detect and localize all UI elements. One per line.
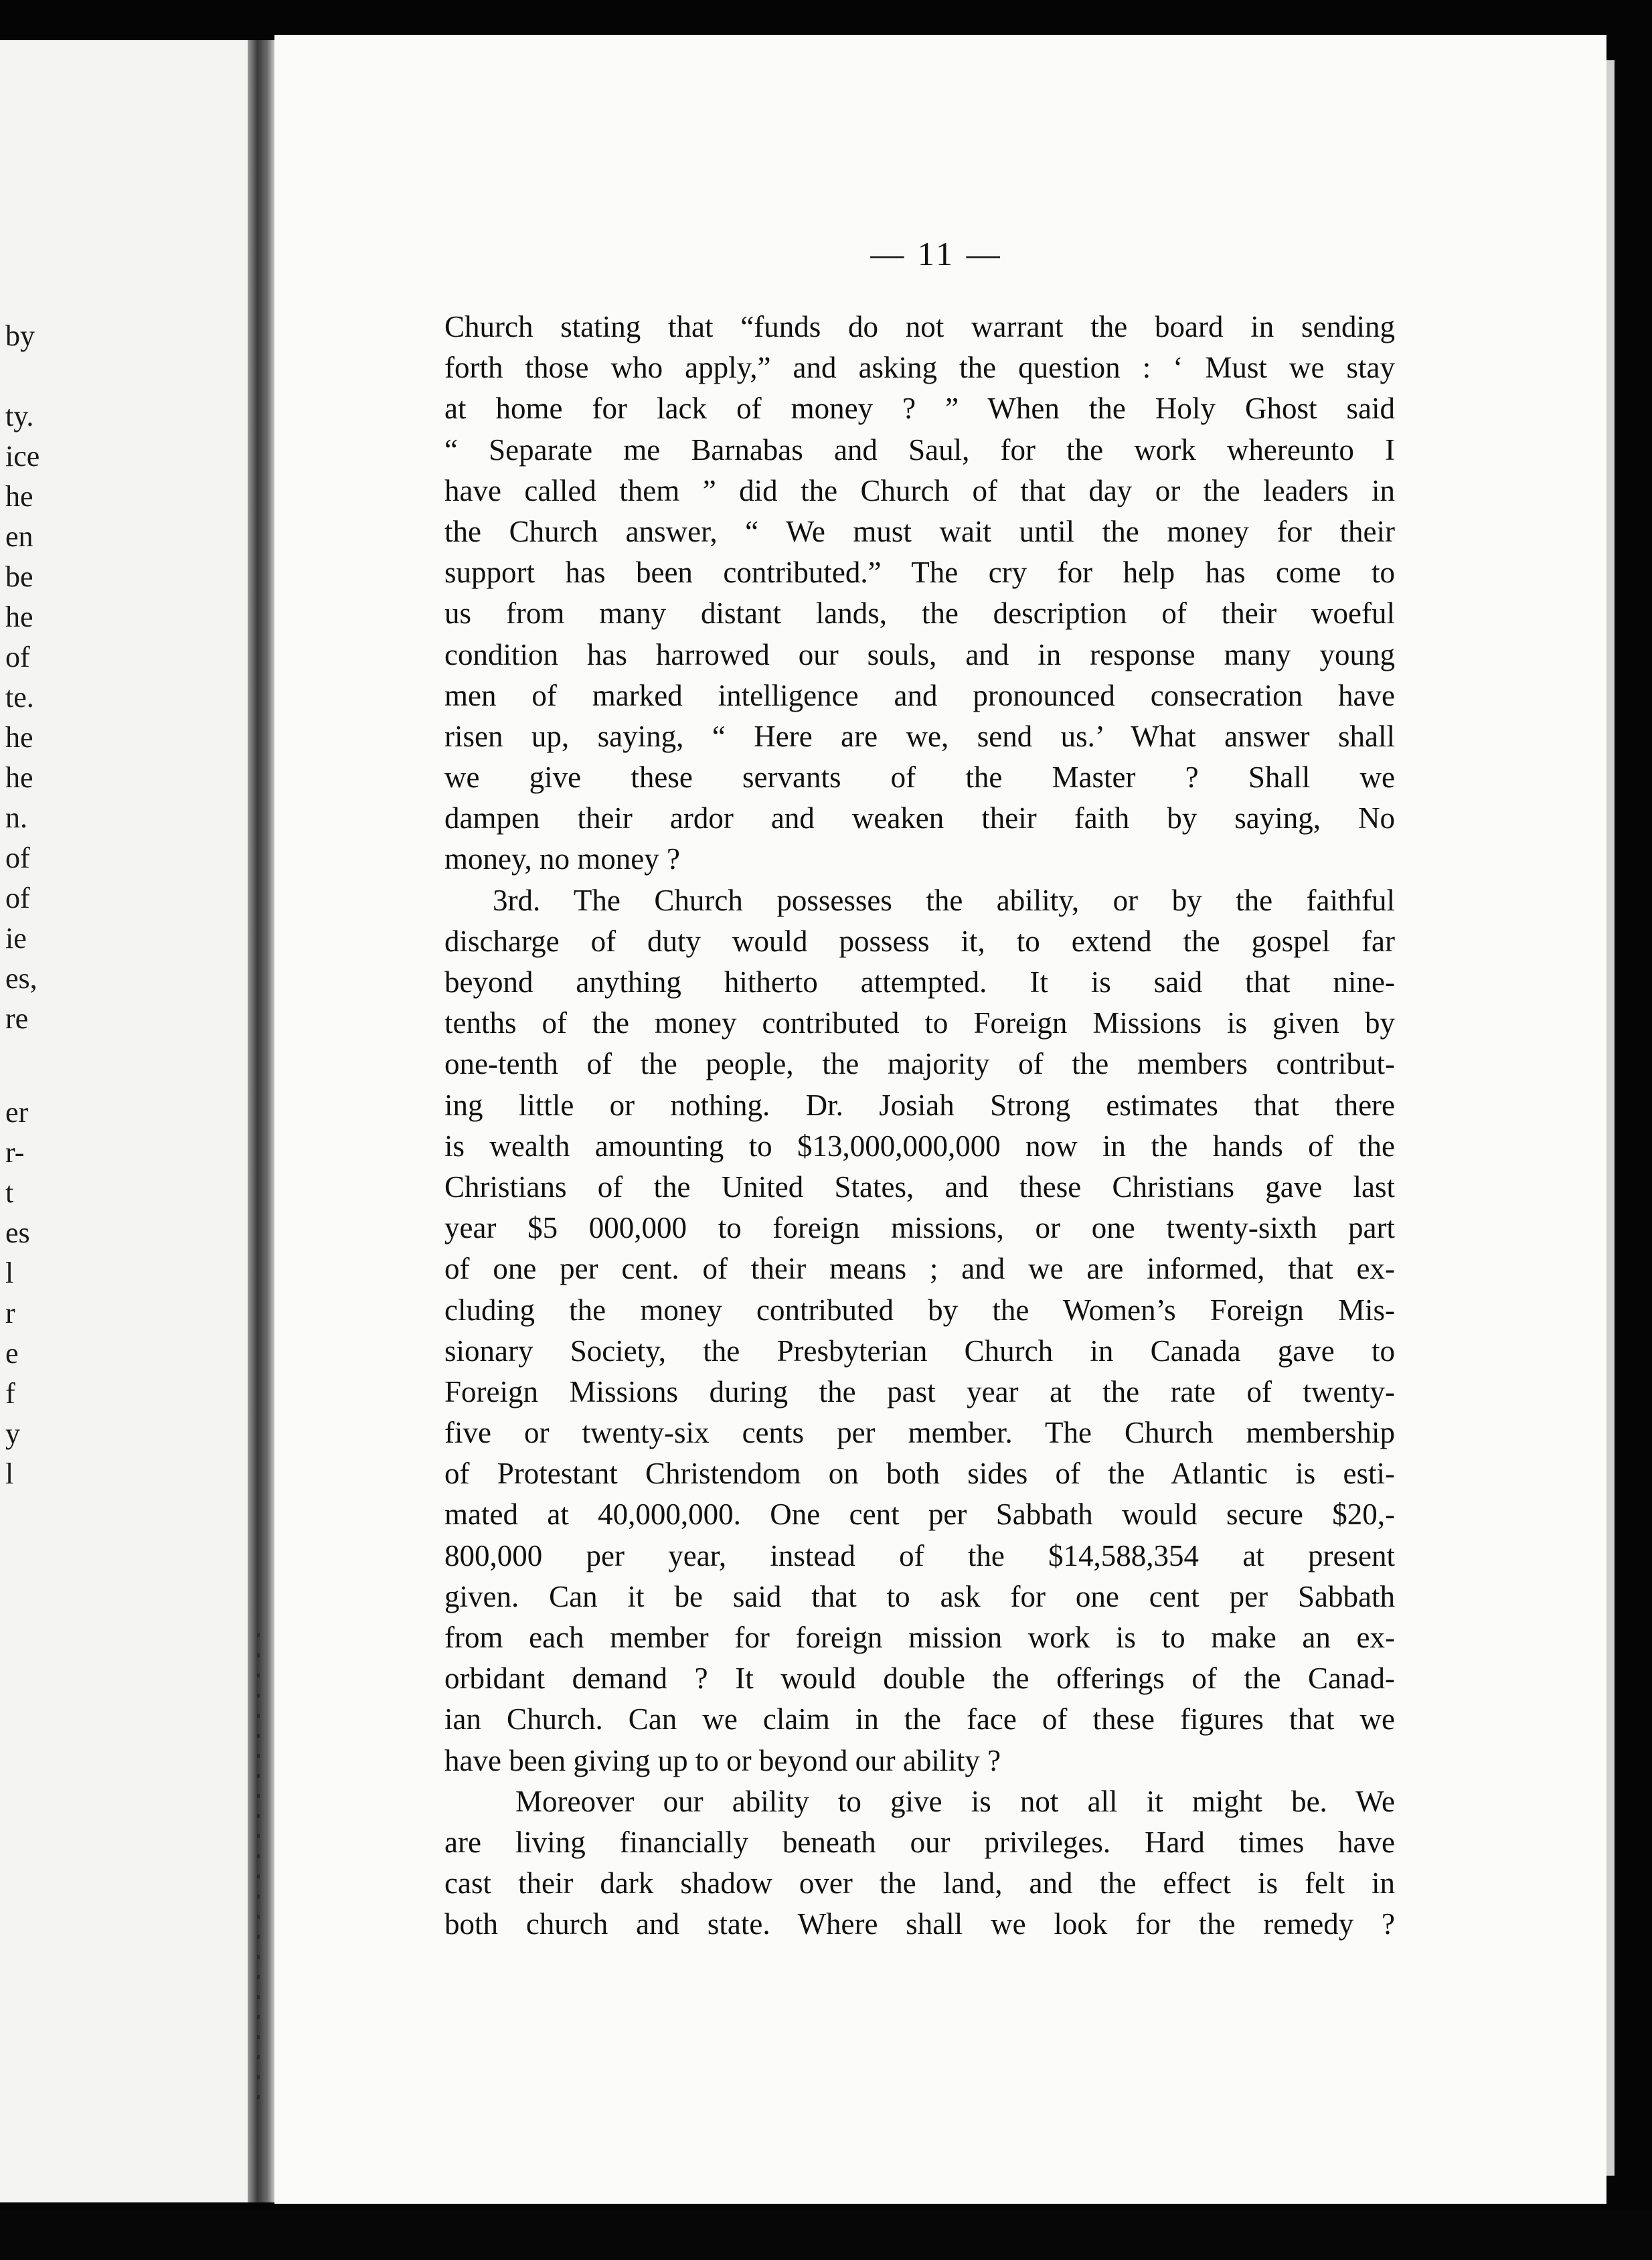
text-line: year $5 000,000 to foreign missions, or one twenty-sixth part bbox=[444, 1211, 1395, 1245]
facing-page-fragment: be bbox=[5, 560, 33, 593]
facing-page-fragment: of bbox=[5, 882, 30, 914]
text-line: us from many distant lands, the description of their woeful bbox=[444, 596, 1395, 631]
gutter-stitching bbox=[257, 1633, 260, 2102]
facing-page-fragment: te. bbox=[5, 681, 34, 714]
text-line: are living financially beneath our privileges. Hard times have bbox=[444, 1825, 1395, 1859]
facing-page-fragment: f bbox=[5, 1377, 15, 1410]
facing-page-fragment: r bbox=[5, 1297, 15, 1329]
facing-page-fragment: es, bbox=[5, 962, 37, 995]
facing-page-fragment: l bbox=[5, 1457, 14, 1490]
page-number bbox=[0, 234, 1652, 273]
text-line: money, no money ? bbox=[444, 842, 681, 876]
text-line: mated at 40,000,000. One cent per Sabbath would secure $20,- bbox=[444, 1498, 1395, 1532]
text-line: both church and state. Where shall we look for the remedy ? bbox=[444, 1907, 1395, 1941]
facing-page-fragment: r- bbox=[5, 1136, 25, 1169]
text-line: we give these servants of the Master ? Shall we bbox=[444, 760, 1395, 795]
text-line: Moreover our ability to give is not all it might be. We bbox=[515, 1784, 1395, 1818]
text-line: from each member for foreign mission work is to make an ex- bbox=[444, 1621, 1395, 1654]
facing-page-fragment: e bbox=[5, 1337, 19, 1370]
text-line: Foreign Missions during the past year at the rate of twenty- bbox=[444, 1374, 1395, 1408]
text-line: cast their dark shadow over the land, and the effect is felt in bbox=[444, 1866, 1395, 1901]
text-line: Church stating that “funds do not warrant the board in sending bbox=[444, 310, 1395, 343]
text-line: ing little or nothing. Dr. Josiah Strong estimates that there bbox=[444, 1088, 1395, 1122]
text-line: dampen their ardor and weaken their faith by saying, No bbox=[444, 801, 1395, 835]
text-line: of one per cent. of their means ; and we are informed, that ex- bbox=[444, 1252, 1395, 1286]
book-gutter bbox=[248, 40, 276, 2202]
body-text bbox=[444, 307, 1395, 1945]
text-line: ian Church. Can we claim in the face of these figures that we bbox=[444, 1702, 1395, 1737]
text-line: cluding the money contributed by the Women’s Foreign Mis- bbox=[444, 1293, 1395, 1327]
facing-page-fragment: l bbox=[5, 1257, 14, 1289]
facing-page-fragment: of bbox=[5, 641, 30, 673]
text-line: discharge of duty would possess it, to extend the gospel far bbox=[444, 924, 1395, 958]
text-line: have called them ” did the Church of that day or the leaders in bbox=[444, 473, 1395, 507]
text-line: “ Separate me Barnabas and Saul, for the work whereunto I bbox=[444, 432, 1395, 467]
page-number-text: — 11 — bbox=[870, 235, 1003, 272]
text-line: condition has harrowed our souls, and in response many young bbox=[444, 637, 1395, 671]
facing-page-fragment: re bbox=[5, 1002, 29, 1035]
text-line: at home for lack of money ? ” When the Holy Ghost said bbox=[444, 392, 1395, 426]
text-line: of Protestant Christendom on both sides of the Atlantic is esti- bbox=[444, 1457, 1395, 1491]
text-line: one-tenth of the people, the majority of the members contribut- bbox=[444, 1047, 1395, 1081]
page-edge-shadow bbox=[1606, 60, 1615, 2176]
facing-page-fragment: by bbox=[5, 319, 35, 352]
facing-page-fragment: es bbox=[5, 1216, 30, 1249]
facing-page-fragment: ice bbox=[5, 440, 40, 473]
facing-page-fragments bbox=[0, 40, 261, 2202]
facing-page-fragment: ty. bbox=[5, 400, 34, 432]
facing-page-fragment: t bbox=[5, 1176, 14, 1209]
text-line: 800,000 per year, instead of the $14,588,354 at present bbox=[444, 1538, 1395, 1572]
text-line: given. Can it be said that to ask for one cent per Sabbath bbox=[444, 1579, 1395, 1613]
text-line: men of marked intelligence and pronounced consecration have bbox=[444, 678, 1395, 712]
facing-page-fragment: er bbox=[5, 1096, 29, 1129]
scan-bottom-border bbox=[0, 2209, 1652, 2260]
text-line: the Church answer, “ We must wait until the money for their bbox=[444, 514, 1395, 548]
text-line: have been giving up to or beyond our ability ? bbox=[444, 1743, 1001, 1777]
text-line: beyond anything hitherto attempted. It is said that nine- bbox=[444, 965, 1395, 999]
text-line: forth those who apply,” and asking the question : ‘ Must we stay bbox=[444, 351, 1395, 385]
facing-page-fragment: he bbox=[5, 480, 33, 513]
facing-page-fragment: en bbox=[5, 520, 33, 553]
facing-page-fragment: y bbox=[5, 1417, 20, 1450]
facing-page-fragment: he bbox=[5, 721, 33, 754]
text-line: five or twenty-six cents per member. The Church membership bbox=[444, 1416, 1395, 1450]
facing-page-fragment: of bbox=[5, 841, 30, 874]
text-line: orbidant demand ? It would double the offerings of the Canad- bbox=[444, 1662, 1395, 1696]
text-line: is wealth amounting to $13,000,000,000 now in the hands of the bbox=[444, 1129, 1395, 1163]
facing-page-left bbox=[0, 40, 261, 2202]
text-line: risen up, saying, “ Here are we, send us.’ What answer shall bbox=[444, 719, 1395, 753]
facing-page-fragment: ie bbox=[5, 922, 27, 955]
facing-page-fragment: he bbox=[5, 761, 33, 794]
facing-page-fragment: he bbox=[5, 600, 33, 633]
text-line: support has been contributed.” The cry for help has come to bbox=[444, 556, 1395, 590]
text-line: tenths of the money contributed to Foreign Missions is given by bbox=[444, 1006, 1395, 1040]
text-line: Christians of the United States, and these Christians gave last bbox=[444, 1169, 1395, 1204]
text-line: 3rd. The Church possesses the ability, or by the faithful bbox=[493, 883, 1395, 917]
text-line: sionary Society, the Presbyterian Church in Canada gave to bbox=[444, 1334, 1395, 1368]
facing-page-fragment: n. bbox=[5, 801, 27, 834]
